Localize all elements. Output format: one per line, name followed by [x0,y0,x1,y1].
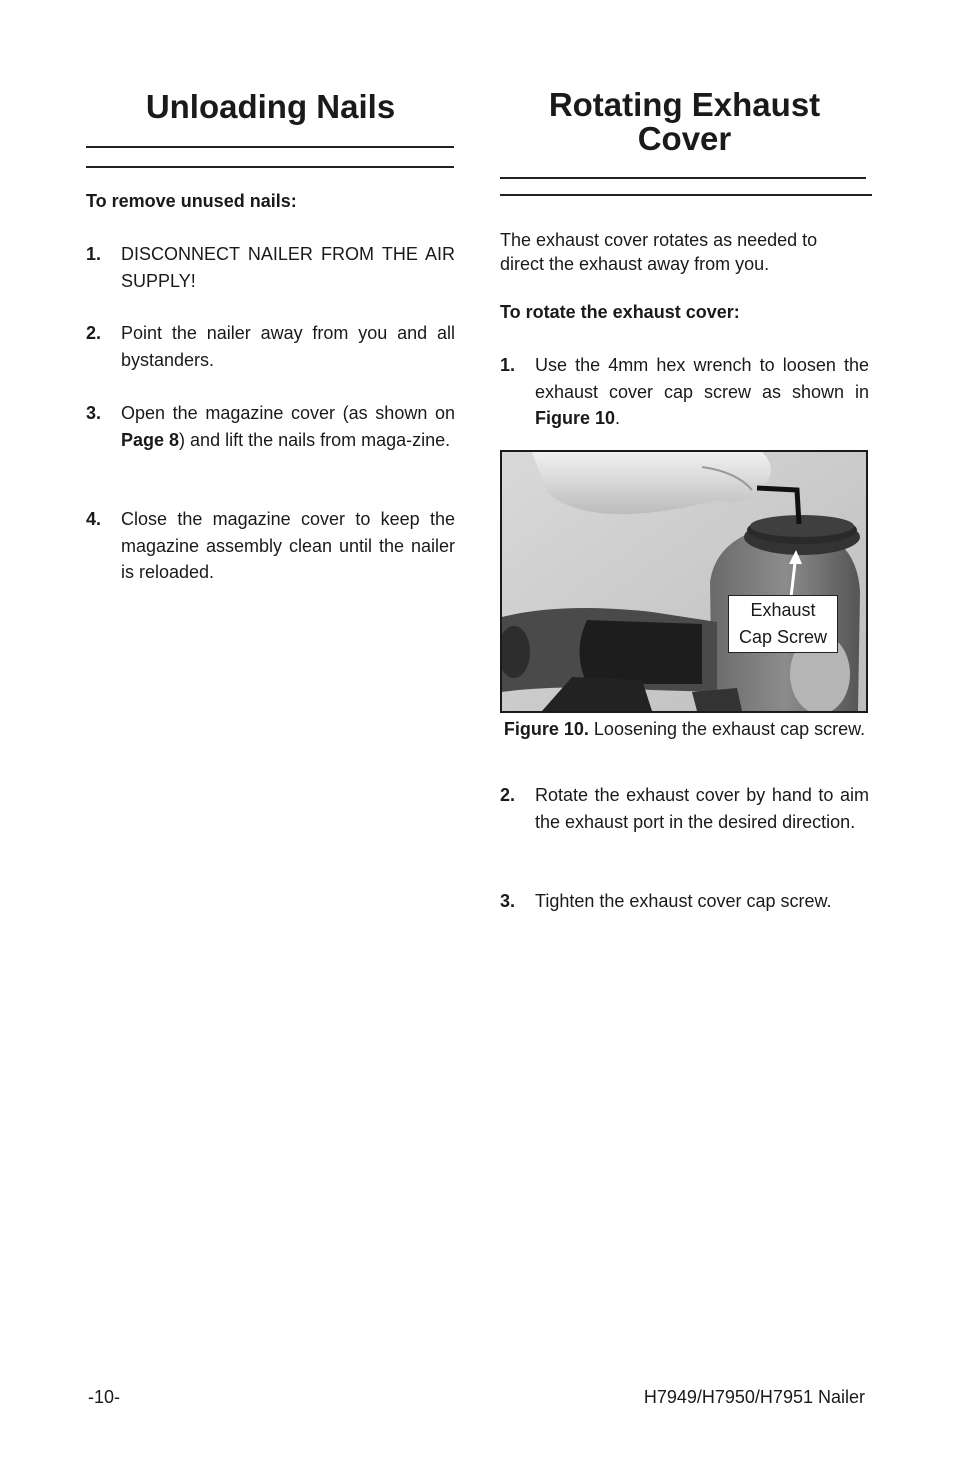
title-rule-bottom [86,166,454,168]
step-text: DISCONNECT NAILER FROM THE AIR SUPPLY! [121,244,455,291]
rotate-cover-subtitle: To rotate the exhaust cover: [500,302,740,322]
step-text: Tighten the exhaust cover cap screw. [535,891,832,911]
step-text: Close the magazine cover to keep the magazine assembly clean until the nailer is reloaded. [121,509,455,582]
rotate-step-3 [500,888,869,915]
step-number: 2. [86,323,102,343]
page-reference: Page 8 [121,429,180,450]
step-number: 2. [500,785,516,805]
figure-10-photo [500,450,868,713]
model-name: H7949/H7950/H7951 Nailer [643,1387,865,1407]
step-number: 1. [86,244,102,264]
step-number: 3. [86,403,102,423]
step-number: 3. [500,891,516,911]
title-rule-top [500,177,866,179]
unload-step-1 [86,241,455,294]
rotating-exhaust-title: Rotating Exhaust Cover [548,86,821,157]
page-number: -10- [88,1387,121,1407]
figure-reference: Figure 10 [535,408,616,428]
remove-nails-subtitle: To remove unused nails: [86,191,297,211]
unload-step-4 [86,506,455,586]
step-text: Use the 4mm hex wrench to loosen the exhaust cover cap screw as shown in Figure 10. [535,355,869,428]
exhaust-cap-screw-callout: Exhaust Cap Screw [728,595,838,653]
unload-step-2 [86,320,455,373]
nailer-photo-illustration [502,452,866,711]
rotate-step-2 [500,782,869,835]
unload-step-3 [86,400,455,453]
rotate-step-1 [500,352,869,432]
step-text: Rotate the exhaust cover by hand to aim the exhaust port in the desired direction. [535,785,869,832]
step-number: 1. [500,355,516,375]
step-text: Open the magazine cover (as shown on Page 8) and lift the nails from maga-zine. [121,403,455,450]
unloading-nails-title: Unloading Nails [145,88,396,125]
step-number: 4. [86,509,102,529]
title-rule-top [86,146,454,148]
step-text: Point the nailer away from you and all bystanders. [121,323,455,370]
exhaust-intro: The exhaust cover rotates as needed to direct the exhaust away from you. [500,230,818,274]
title-rule-bottom [500,194,872,196]
figure-10-caption: Figure 10. Loosening the exhaust cap screw. [503,719,866,739]
